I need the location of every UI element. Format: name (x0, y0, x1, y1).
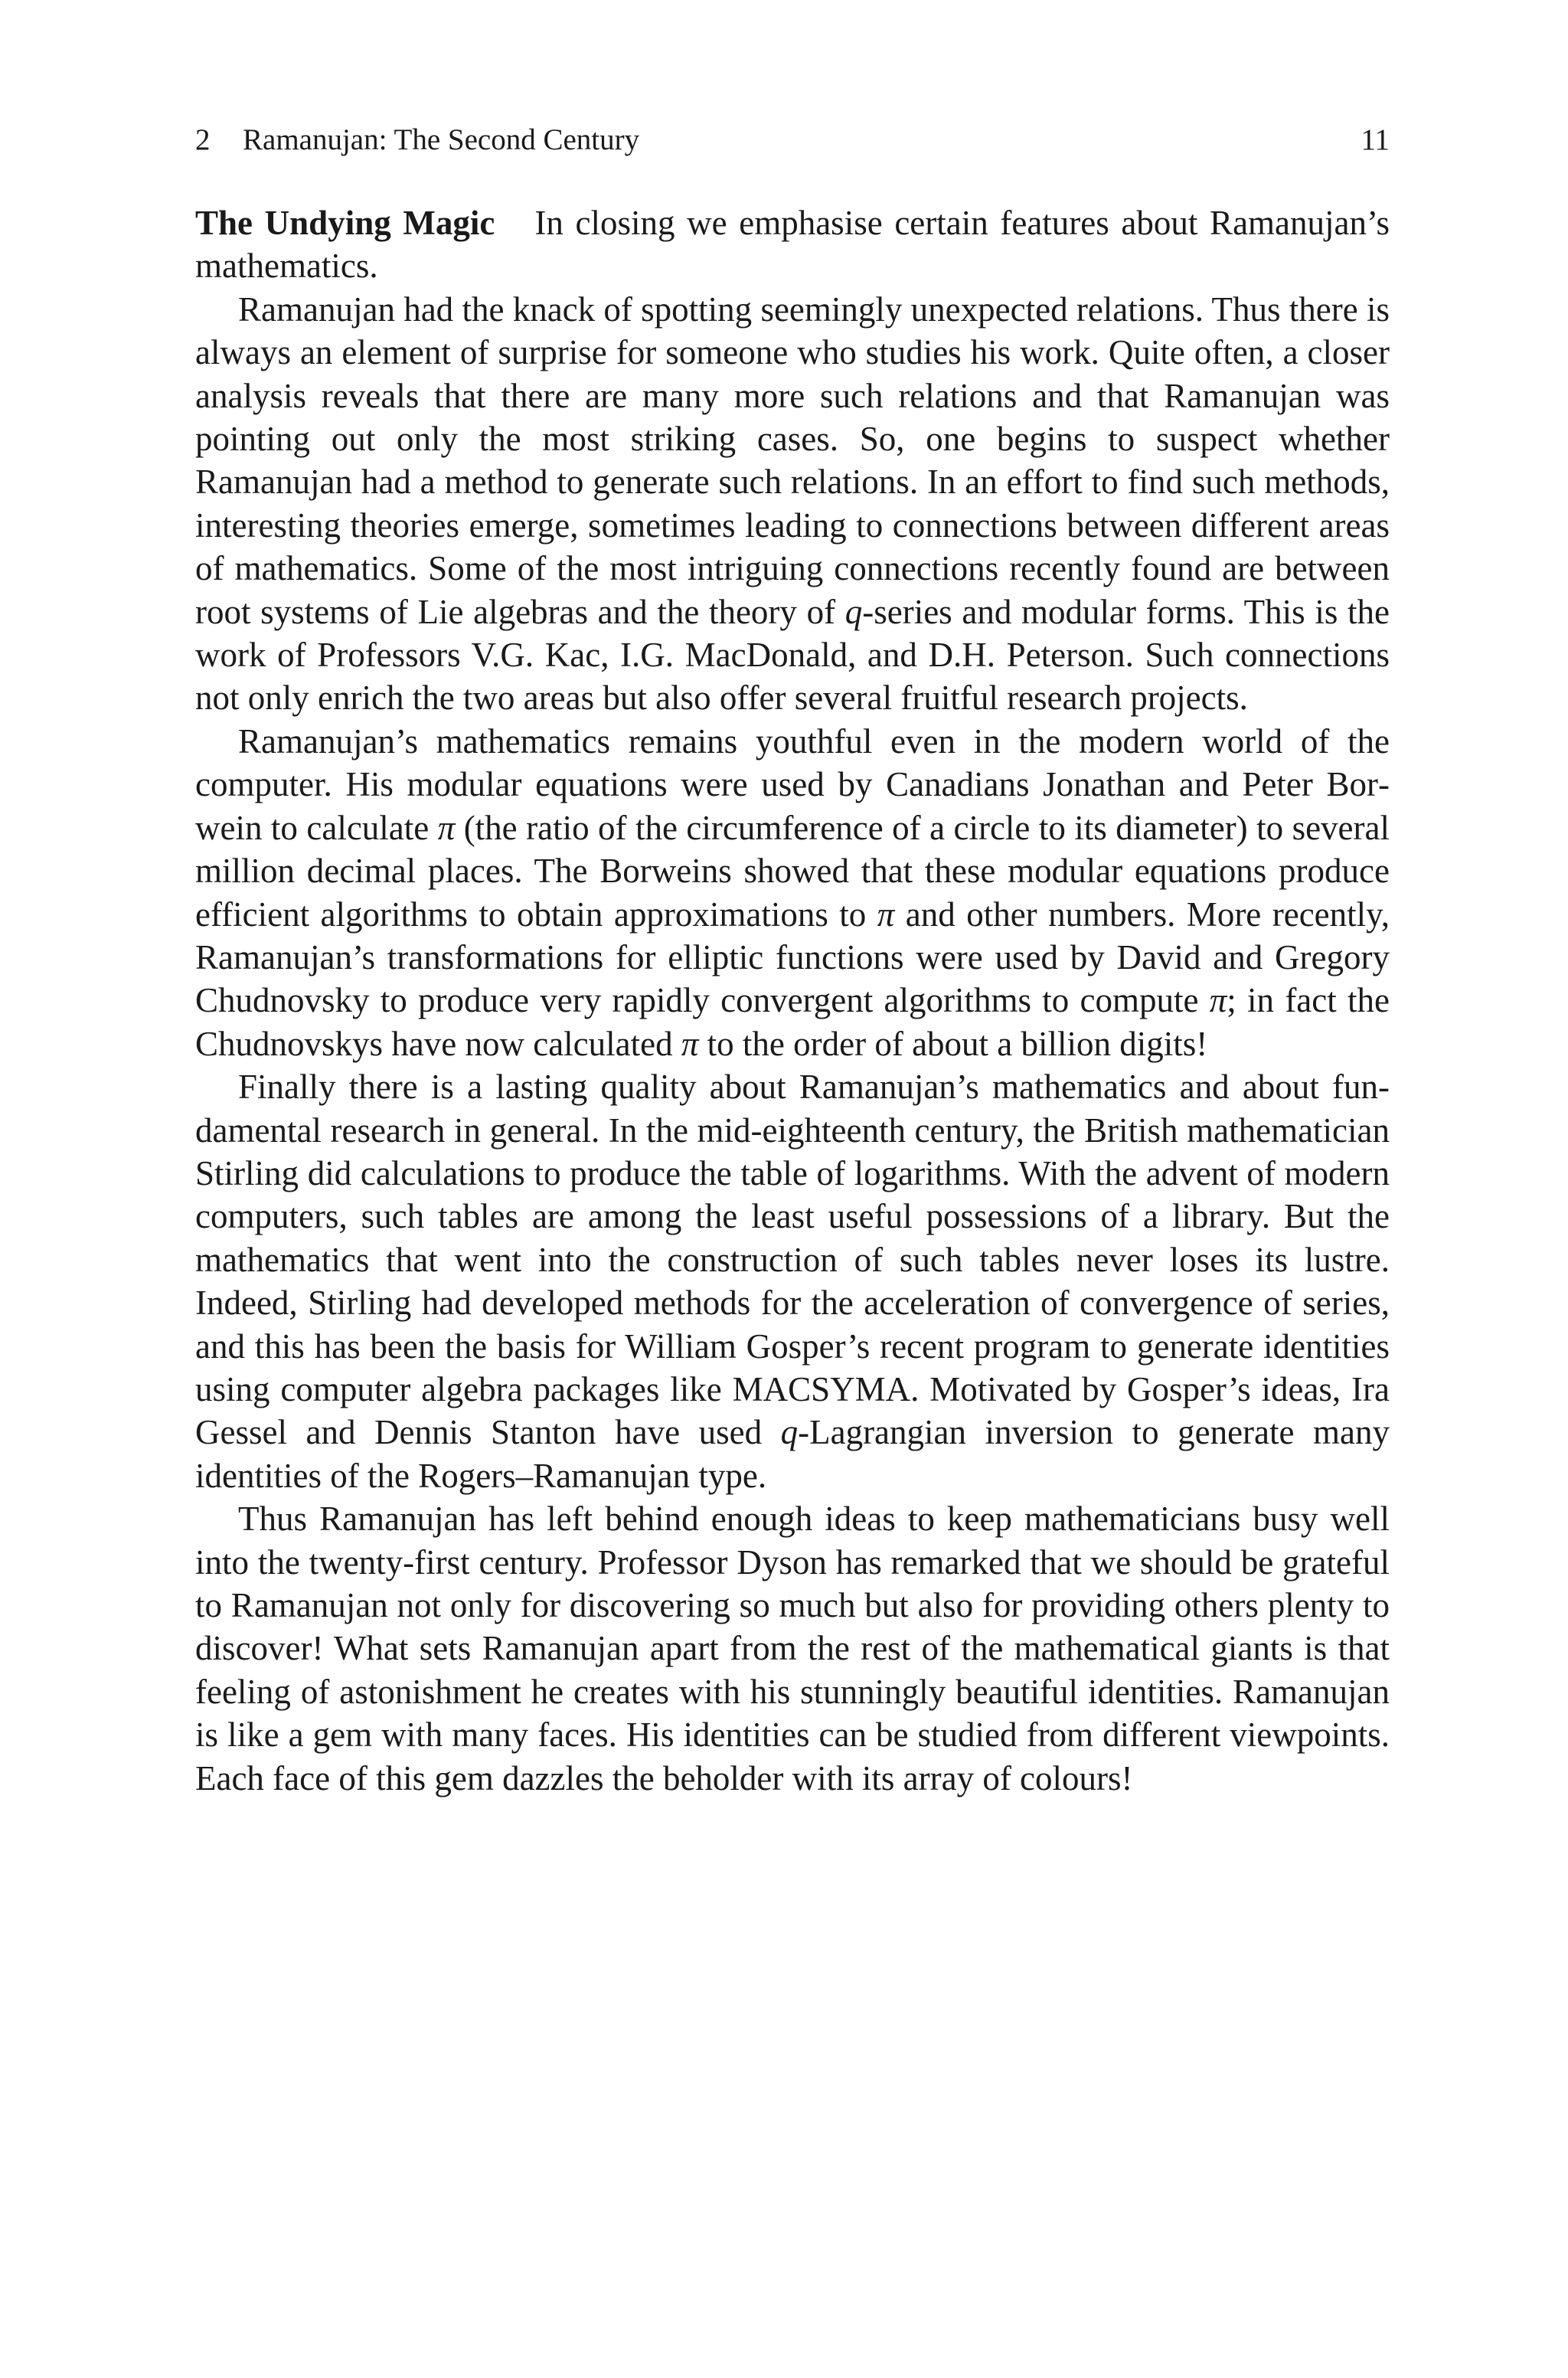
paragraph-unexpected-relations (195, 288, 1390, 720)
paragraph-text: (the ratio of the circumference of a circle to its diameter) to several million decimal places. The Borweins showed that these modular equations produce efficient algorithms to obtain approximations to (195, 808, 1390, 934)
chapter-title: Ramanujan: The Second Century (243, 123, 640, 156)
paragraph-text: and other numbers. More recently, Ramanujan’s transformations for elliptic functions were used by David and Gregory Chudnovsky to produce very rapidly convergent algorithms to compute (195, 895, 1390, 1020)
chapter-number: 2 (195, 123, 211, 156)
math-symbol-pi: π (681, 1024, 699, 1063)
paragraph-text: Ramanujan had the knack of spotting seemingly unexpected relations. Thus there is always an element of surprise for someone who studies his work. Quite often, a closer analysis reveals that there are many more such relations and that Ramanujan was pointing out only the most striking cases. So, one begins to suspect whether Ramanujan had a method to generate such relations. In an effort to find such methods, interesting theories emerge, sometimes leading to connections between different areas of mathematics. Some of the most intriguing connections recently found are between root systems of Lie algebras and the theory of (195, 289, 1390, 631)
paragraph-closing (195, 1497, 1390, 1800)
paragraph-text: Finally there is a lasting quality about Ramanujan’s mathematics and about fundamental research in general. In the mid-eighteenth century, the British mathematician Stirling did calculations to produce the table of logarithms. With the advent of modern computers, such tables are among the least useful possessions of a library. But the mathematics that went into the construction of such tables never loses its lustre. Indeed, Stirling had developed methods for the acceleration of convergence of series, and this has been the basis for William Gosper’s recent program to generate identities using computer algebra packages like MACSYMA. Motivated by Gosper’s ideas, Ira Gessel and Dennis Stanton have used (195, 1068, 1390, 1452)
paragraph-text: -series and modular forms. This is the work of Professors V.G. Kac, I.G. MacDonald, and D.H. Peterson. Such connections not only enrich the two areas but also offer several fruitful research projects. (195, 592, 1390, 718)
page-number: 11 (1361, 123, 1390, 156)
page-body (195, 201, 1390, 1800)
paragraph-text: ; in fact the Chudnovskys have now calculated (195, 981, 1390, 1063)
section-intro-text: In closing we emphasise certain features about Ramanujan’s mathematics. (195, 204, 1390, 286)
section-heading: The Undying Magic (195, 204, 495, 242)
paragraph-text: Ramanujan’s mathematics remains youthful even in the modern world of the computer. His modular equations were used by Canadians Jonathan and Peter Borwein to calculate (195, 721, 1390, 847)
math-symbol-pi: π (877, 895, 895, 934)
math-symbol-pi: π (437, 808, 456, 847)
math-symbol-pi: π (1209, 981, 1227, 1020)
paragraph-text: to the order of about a billion digits! (698, 1024, 1208, 1063)
paragraph-text: -Lagrangian inversion to generate many identities of the Rogers–Ramanujan type. (195, 1413, 1390, 1495)
running-header (195, 121, 1390, 159)
math-variable-q: q (844, 592, 863, 631)
math-variable-q: q (780, 1413, 799, 1452)
paragraph-lasting-quality (195, 1065, 1390, 1497)
section-intro-paragraph (195, 201, 1390, 288)
paragraph-modern-computer (195, 720, 1390, 1065)
paragraph-text: Thus Ramanujan has left behind enough ideas to keep mathematicians busy well into the twenty-first century. Professor Dyson has remarked that we should be grateful to Ramanujan not only for discovering so much but also for providing others plenty to discover! What sets Ramanujan apart from the rest of the mathematical giants is that feeling of astonishment he creates with his stunningly beautiful identities. Ramanujan is like a gem with many faces. His identities can be studied from different viewpoints. Each face of this gem dazzles the beholder with its array of colours! (195, 1500, 1390, 1797)
